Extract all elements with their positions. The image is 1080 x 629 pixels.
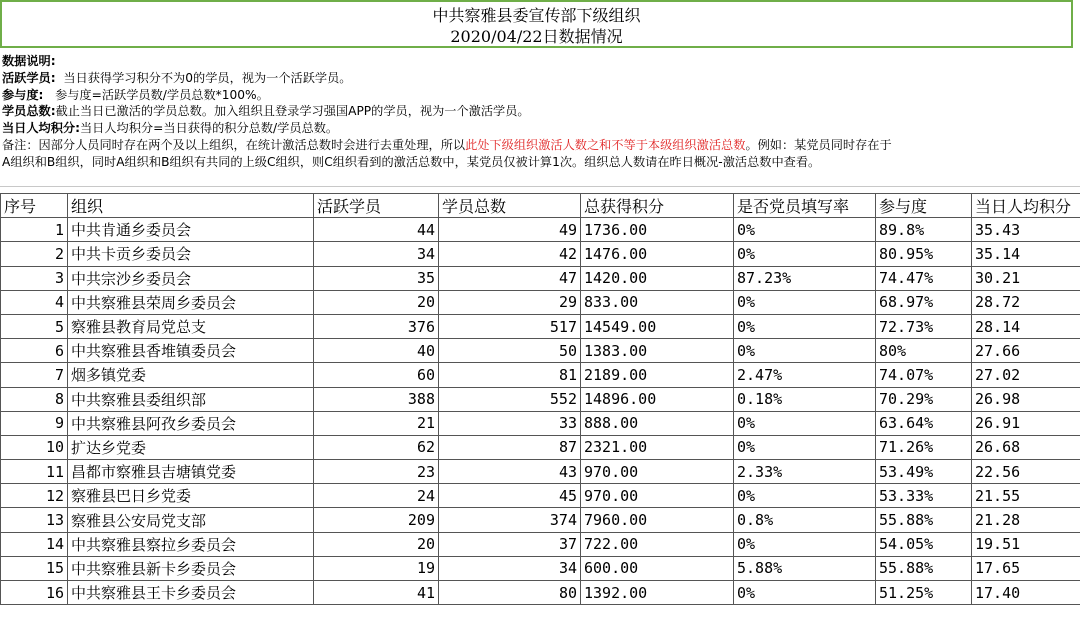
col-fill-rate-cell: 0%: [734, 411, 876, 435]
col-organization-cell: 中共察雅县新卡乡委员会: [68, 556, 314, 580]
col-organization-cell: 中共察雅县察拉乡委员会: [68, 532, 314, 556]
col-avg-points-cell: 28.14: [972, 314, 1080, 338]
col-index-cell: 9: [1, 411, 68, 435]
col-organization-cell: 中共卡贡乡委员会: [68, 242, 314, 266]
col-organization-cell: 察雅县教育局党总支: [68, 314, 314, 338]
col-index-cell: 2: [1, 242, 68, 266]
col-index-cell: 13: [1, 508, 68, 532]
col-fill-rate-cell: 2.33%: [734, 460, 876, 484]
col-index-cell: 5: [1, 314, 68, 338]
table-row: [1, 266, 1080, 290]
col-organization-cell: 中共察雅县荣周乡委员会: [68, 290, 314, 314]
col-fill-rate-cell: 2.47%: [734, 363, 876, 387]
col-organization-cell: 中共察雅县委组织部: [68, 387, 314, 411]
col-total-cell: 517: [439, 314, 581, 338]
col-index-cell: 12: [1, 484, 68, 508]
divider: [0, 186, 1080, 187]
col-points-cell: 1420.00: [581, 266, 734, 290]
col-total-cell: 87: [439, 435, 581, 459]
col-fill-rate-cell: 0%: [734, 218, 876, 242]
col-participation-header: 参与度: [876, 194, 972, 218]
remark-highlight: 此处下级组织激活人数之和不等于本级组织激活总数: [465, 137, 746, 152]
table-row: [1, 556, 1080, 580]
col-points-cell: 833.00: [581, 290, 734, 314]
col-fill-rate-cell: 0%: [734, 581, 876, 605]
report-title: [0, 0, 1073, 48]
col-organization-cell: 中共察雅县香堆镇委员会: [68, 339, 314, 363]
col-participation-cell: 74.47%: [876, 266, 972, 290]
col-points-cell: 2189.00: [581, 363, 734, 387]
col-fill-rate-cell: 0%: [734, 484, 876, 508]
col-total-cell: 81: [439, 363, 581, 387]
col-active-cell: 60: [314, 363, 439, 387]
col-avg-points-cell: 21.55: [972, 484, 1080, 508]
col-active-cell: 35: [314, 266, 439, 290]
col-total-cell: 37: [439, 532, 581, 556]
table-row: [1, 460, 1080, 484]
col-points-cell: 1392.00: [581, 581, 734, 605]
col-points-cell: 600.00: [581, 556, 734, 580]
col-index-cell: 6: [1, 339, 68, 363]
col-participation-cell: 80.95%: [876, 242, 972, 266]
col-index-cell: 1: [1, 218, 68, 242]
col-total-cell: 47: [439, 266, 581, 290]
col-avg-points-cell: 35.14: [972, 242, 1080, 266]
table-row: [1, 314, 1080, 338]
table-row: [1, 290, 1080, 314]
col-points-cell: 888.00: [581, 411, 734, 435]
col-organization-cell: 中共察雅县王卡乡委员会: [68, 581, 314, 605]
col-participation-cell: 54.05%: [876, 532, 972, 556]
col-avg-points-cell: 26.98: [972, 387, 1080, 411]
col-organization-cell: 烟多镇党委: [68, 363, 314, 387]
col-active-header: 活跃学员: [314, 194, 439, 218]
table-row: [1, 532, 1080, 556]
col-active-cell: 20: [314, 532, 439, 556]
col-organization-cell: 中共察雅县阿孜乡委员会: [68, 411, 314, 435]
data-notes: [2, 53, 1078, 171]
col-organization-cell: 昌都市察雅县吉塘镇党委: [68, 460, 314, 484]
note-remark: 备注：因部分人员同时存在两个及以上组织，在统计激活总数时会进行去重处理，所以此处下级组织激活人数之和不等于本级组织激活总数。例如：某党员同时存在于: [2, 137, 892, 152]
col-fill-rate-cell: 0.8%: [734, 508, 876, 532]
table-row: [1, 363, 1080, 387]
col-index-cell: 15: [1, 556, 68, 580]
note-active: 活跃学员: 当日获得学习积分不为0的学员，视为一个活跃学员。: [2, 70, 352, 85]
col-points-cell: 970.00: [581, 484, 734, 508]
notes-heading: 数据说明:: [2, 54, 56, 68]
col-participation-cell: 53.49%: [876, 460, 972, 484]
col-fill-rate-cell: 0%: [734, 532, 876, 556]
col-index-cell: 14: [1, 532, 68, 556]
col-index-header: 序号: [1, 194, 68, 218]
table-row: [1, 484, 1080, 508]
col-participation-cell: 63.64%: [876, 411, 972, 435]
col-active-cell: 21: [314, 411, 439, 435]
col-points-cell: 2321.00: [581, 435, 734, 459]
col-avg-points-cell: 27.66: [972, 339, 1080, 363]
col-active-cell: 44: [314, 218, 439, 242]
col-index-cell: 10: [1, 435, 68, 459]
col-fill-rate-cell: 0%: [734, 242, 876, 266]
col-points-cell: 7960.00: [581, 508, 734, 532]
table-row: [1, 218, 1080, 242]
col-participation-cell: 55.88%: [876, 508, 972, 532]
col-total-cell: 45: [439, 484, 581, 508]
table-row: [1, 242, 1080, 266]
col-index-cell: 4: [1, 290, 68, 314]
col-avg-points-cell: 19.51: [972, 532, 1080, 556]
note-remark-line2: A组织和B组织，同时A组织和B组织有共同的上级C组织，则C组织看到的激活总数中，某党员仅被计算1次。组织总人数请在昨日概况-激活总数中查看。: [2, 154, 821, 169]
col-participation-cell: 55.88%: [876, 556, 972, 580]
col-participation-cell: 74.07%: [876, 363, 972, 387]
table-row: [1, 435, 1080, 459]
table-row: [1, 581, 1080, 605]
col-active-cell: 23: [314, 460, 439, 484]
col-avg-points-cell: 35.43: [972, 218, 1080, 242]
col-avg-points-cell: 21.28: [972, 508, 1080, 532]
col-points-cell: 1383.00: [581, 339, 734, 363]
col-points-cell: 722.00: [581, 532, 734, 556]
col-points-cell: 1476.00: [581, 242, 734, 266]
col-avg-points-cell: 30.21: [972, 266, 1080, 290]
col-participation-cell: 71.26%: [876, 435, 972, 459]
col-index-cell: 3: [1, 266, 68, 290]
col-participation-cell: 51.25%: [876, 581, 972, 605]
col-organization-cell: 察雅县公安局党支部: [68, 508, 314, 532]
col-total-cell: 33: [439, 411, 581, 435]
col-index-cell: 16: [1, 581, 68, 605]
table-row: [1, 411, 1080, 435]
col-avg-points-cell: 17.40: [972, 581, 1080, 605]
col-avg-points-cell: 28.72: [972, 290, 1080, 314]
col-participation-cell: 80%: [876, 339, 972, 363]
col-organization-cell: 扩达乡党委: [68, 435, 314, 459]
col-active-cell: 41: [314, 581, 439, 605]
col-active-cell: 62: [314, 435, 439, 459]
col-fill-rate-header: 是否党员填写率: [734, 194, 876, 218]
col-total-cell: 43: [439, 460, 581, 484]
col-avg-points-header: 当日人均积分: [972, 194, 1080, 218]
col-avg-points-cell: 26.91: [972, 411, 1080, 435]
header-row: [1, 194, 1080, 218]
col-fill-rate-cell: 0%: [734, 435, 876, 459]
col-active-cell: 376: [314, 314, 439, 338]
col-total-cell: 49: [439, 218, 581, 242]
col-index-cell: 11: [1, 460, 68, 484]
col-total-cell: 50: [439, 339, 581, 363]
col-avg-points-cell: 17.65: [972, 556, 1080, 580]
col-participation-cell: 89.8%: [876, 218, 972, 242]
col-index-cell: 8: [1, 387, 68, 411]
col-fill-rate-cell: 5.88%: [734, 556, 876, 580]
col-total-cell: 42: [439, 242, 581, 266]
col-avg-points-cell: 22.56: [972, 460, 1080, 484]
col-active-cell: 388: [314, 387, 439, 411]
title-line-1: 中共察雅县委宣传部下级组织: [432, 6, 641, 25]
note-participation: 参与度: 参与度=活跃学员数/学员总数*100%。: [2, 87, 269, 102]
note-total: 学员总数:截止当日已激活的学员总数。加入组织且登录学习强国APP的学员，视为一个激活学员。: [2, 104, 530, 119]
col-points-cell: 1736.00: [581, 218, 734, 242]
col-fill-rate-cell: 0%: [734, 290, 876, 314]
col-fill-rate-cell: 0.18%: [734, 387, 876, 411]
col-total-cell: 552: [439, 387, 581, 411]
col-active-cell: 209: [314, 508, 439, 532]
col-fill-rate-cell: 0%: [734, 314, 876, 338]
table-row: [1, 339, 1080, 363]
col-organization-cell: 中共肯通乡委员会: [68, 218, 314, 242]
table-row: [1, 387, 1080, 411]
col-active-cell: 20: [314, 290, 439, 314]
note-average: 当日人均积分:当日人均积分=当日获得的积分总数/学员总数。: [2, 121, 339, 136]
col-fill-rate-cell: 0%: [734, 339, 876, 363]
col-participation-cell: 72.73%: [876, 314, 972, 338]
col-active-cell: 19: [314, 556, 439, 580]
col-participation-cell: 53.33%: [876, 484, 972, 508]
col-avg-points-cell: 26.68: [972, 435, 1080, 459]
table-row: [1, 508, 1080, 532]
col-total-cell: 34: [439, 556, 581, 580]
col-index-cell: 7: [1, 363, 68, 387]
col-organization-cell: 中共宗沙乡委员会: [68, 266, 314, 290]
col-active-cell: 34: [314, 242, 439, 266]
col-fill-rate-cell: 87.23%: [734, 266, 876, 290]
col-avg-points-cell: 27.02: [972, 363, 1080, 387]
col-points-header: 总获得积分: [581, 194, 734, 218]
col-participation-cell: 70.29%: [876, 387, 972, 411]
col-participation-cell: 68.97%: [876, 290, 972, 314]
col-points-cell: 14896.00: [581, 387, 734, 411]
col-total-cell: 80: [439, 581, 581, 605]
col-organization-cell: 察雅县巴日乡党委: [68, 484, 314, 508]
col-organization-header: 组织: [68, 194, 314, 218]
col-active-cell: 40: [314, 339, 439, 363]
col-points-cell: 14549.00: [581, 314, 734, 338]
col-points-cell: 970.00: [581, 460, 734, 484]
title-line-2: 2020/04/22日数据情况: [450, 27, 623, 46]
col-active-cell: 24: [314, 484, 439, 508]
org-stats-table: [0, 193, 1080, 605]
col-total-cell: 29: [439, 290, 581, 314]
col-total-header: 学员总数: [439, 194, 581, 218]
col-total-cell: 374: [439, 508, 581, 532]
